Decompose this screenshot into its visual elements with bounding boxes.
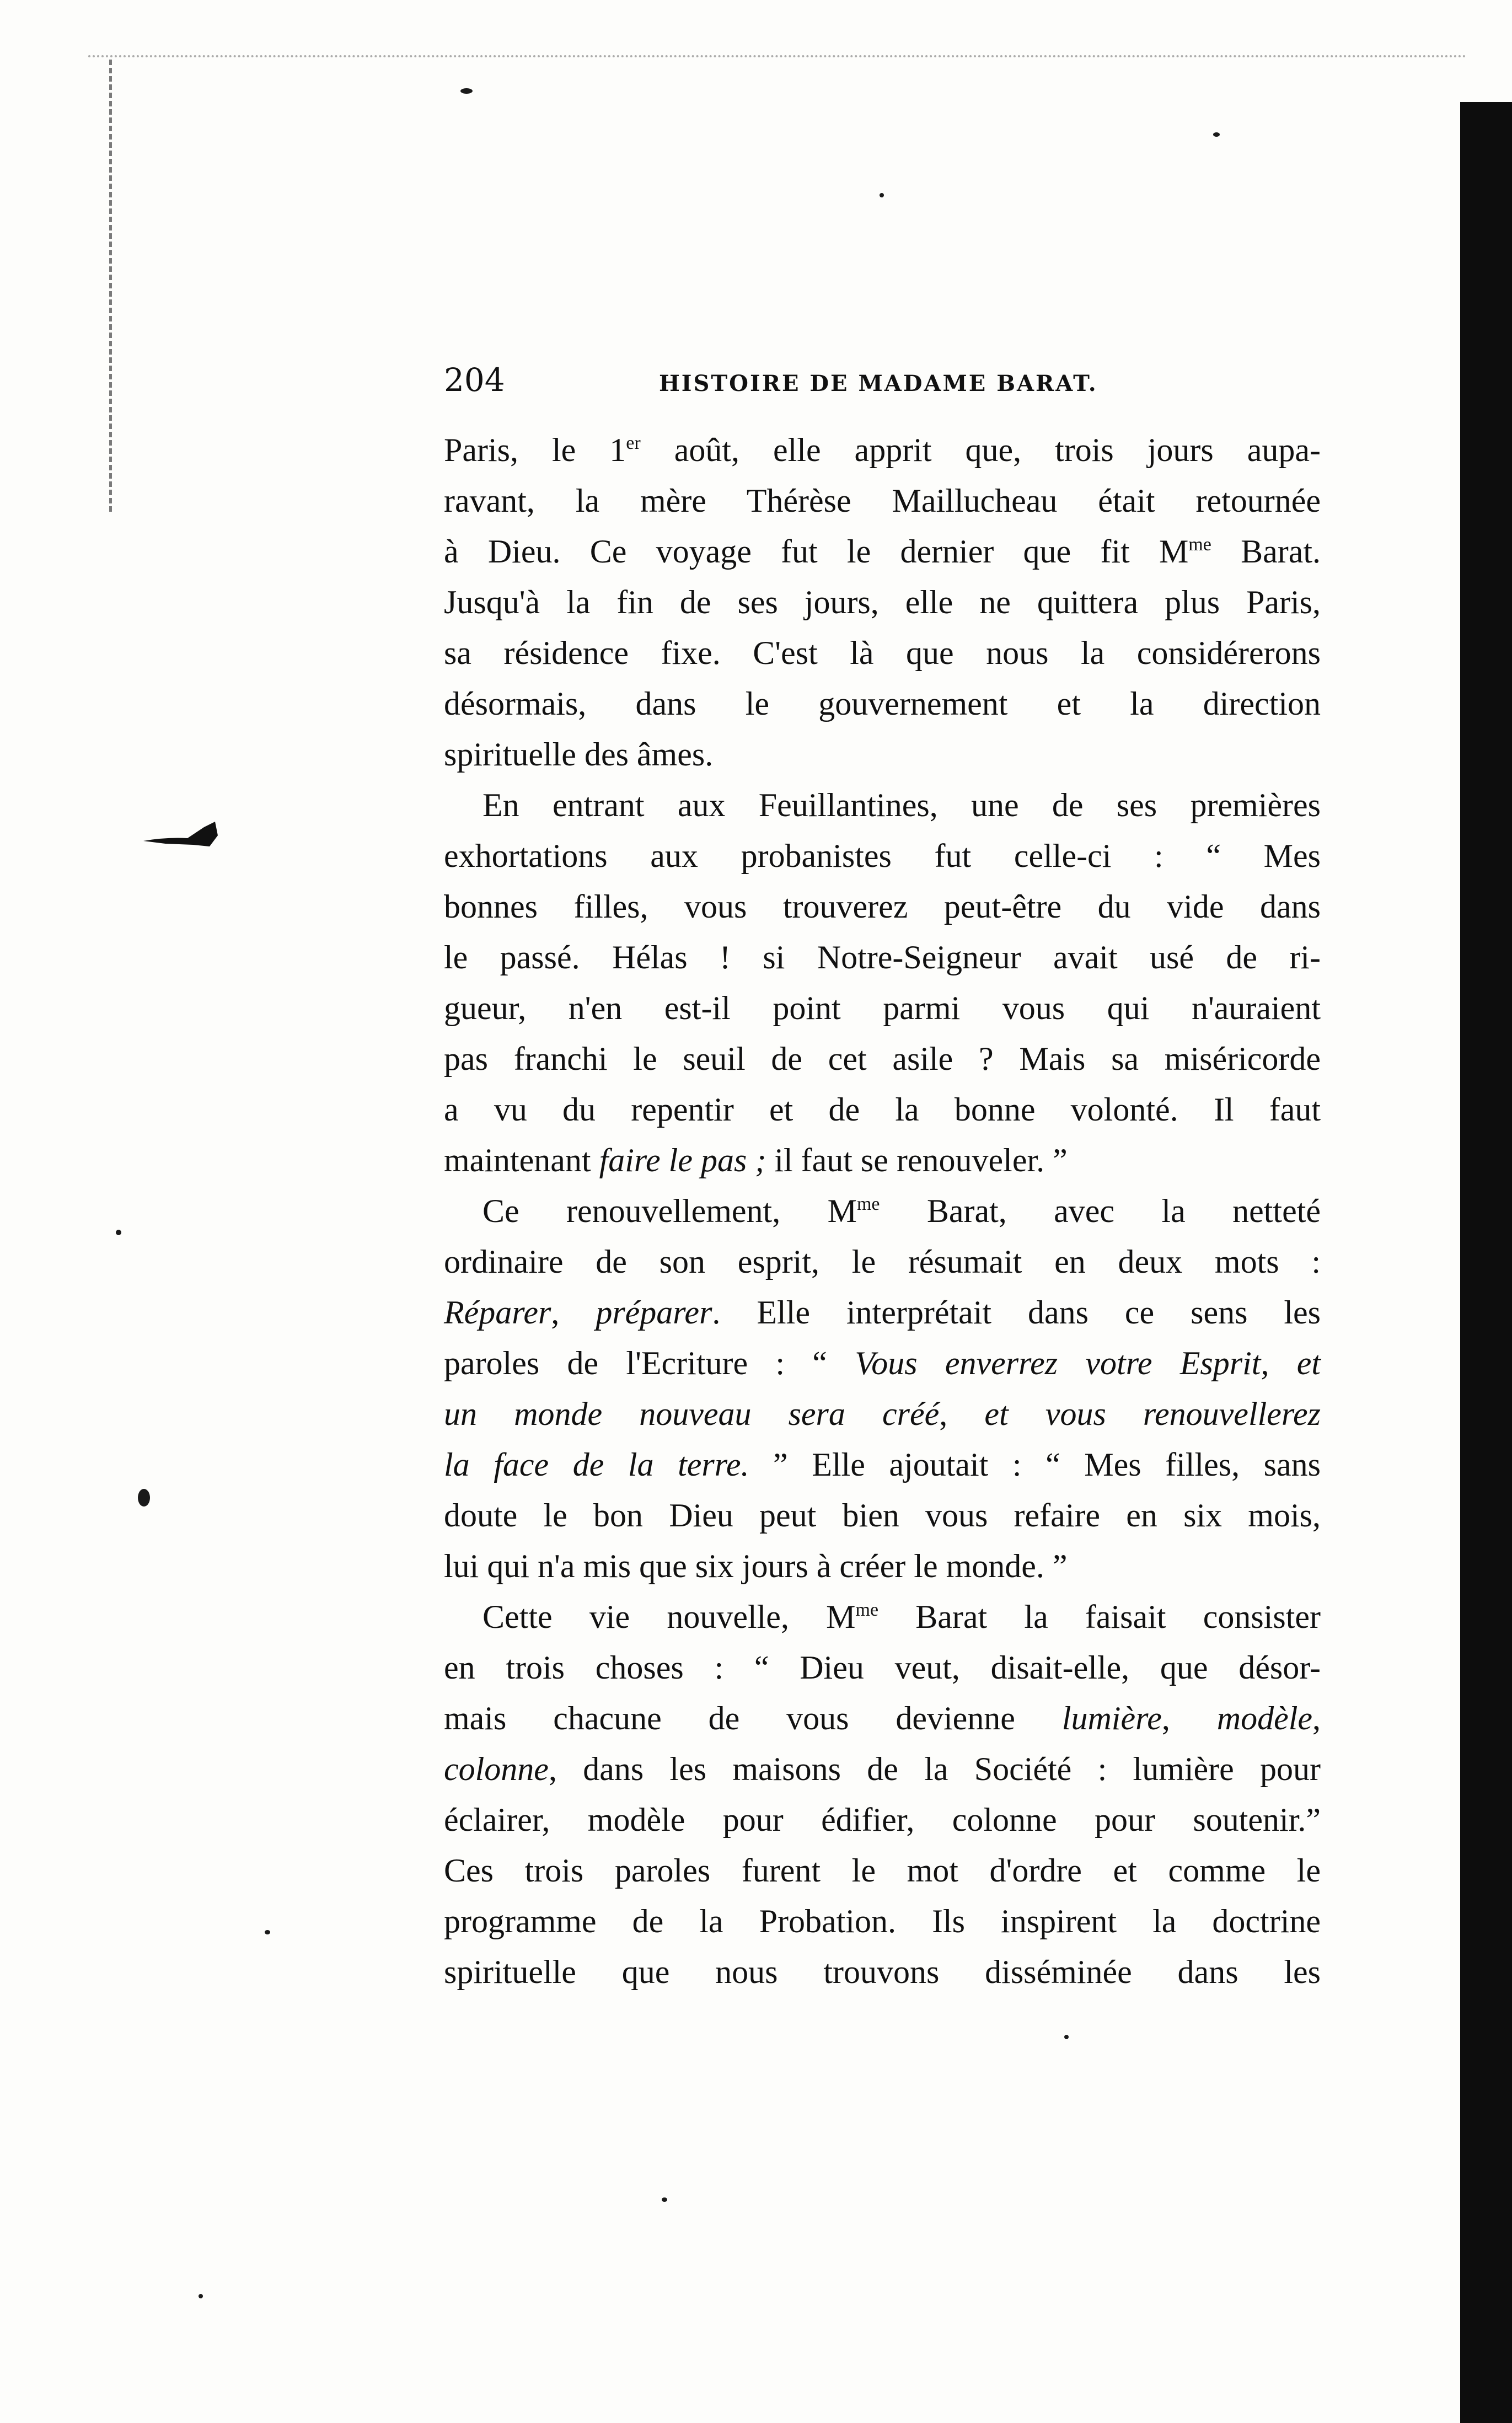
text-line: en trois choses : “ Dieu veut, disait-elle, que désor- <box>444 1649 1321 1686</box>
text-line: le passé. Hélas ! si Notre-Seigneur avait usé de ri- <box>444 939 1321 975</box>
text-line: la face de la terre. ” Elle ajoutait : “ Mes filles, sans <box>444 1446 1321 1483</box>
text-line: mais chacune de vous devienne lumière, modèle, <box>444 1700 1321 1736</box>
scan-speck <box>880 193 884 197</box>
text-line: doute le bon Dieu peut bien vous refaire en six mois, <box>444 1497 1321 1534</box>
text-line: ordinaire de son esprit, le résumait en deux mots : <box>444 1243 1321 1280</box>
text-line: Paris, le 1er août, elle apprit que, trois jours aupa- <box>444 432 1321 468</box>
running-head-title: HISTOIRE DE MADAME BARAT. <box>659 371 1098 396</box>
text-line: colonne, dans les maisons de la Société : lumière pour <box>444 1751 1321 1787</box>
text-line: Cette vie nouvelle, $M^{me}$ Barat la faisait consister <box>482 1599 1321 1635</box>
scan-speck <box>138 1489 150 1507</box>
text-line: Réparer, préparer. Elle interprétait dans ce sens les <box>444 1294 1321 1331</box>
text-line: exhortations aux probanistes fut celle-ci : “ Mes <box>444 838 1321 874</box>
scan-right-shadow <box>1460 102 1512 2423</box>
scan-speck <box>265 1930 270 1934</box>
scan-speck <box>662 2197 667 2202</box>
text-line: bonnes filles, vous trouverez peut-être du vide dans <box>444 888 1321 925</box>
text-line: Ce renouvellement, $M^{me}$ Barat, avec la netteté <box>482 1193 1321 1229</box>
scan-speck <box>460 88 473 94</box>
scan-speck <box>199 2294 203 2298</box>
scan-speck <box>1213 132 1220 137</box>
scan-speck <box>1064 2035 1069 2039</box>
scan-left-edge <box>109 60 112 512</box>
text-line: pas franchi le seuil de cet asile ? Mais sa miséricorde <box>444 1041 1321 1077</box>
scan-top-edge <box>88 55 1467 60</box>
ink-blot <box>143 816 226 855</box>
text-line: désormais, dans le gouvernement et la direction <box>444 685 1321 722</box>
text-line: maintenant faire le pas ; il faut se renouveler. ” <box>444 1142 1068 1178</box>
text-line: programme de la Probation. Ils inspirent la doctrine <box>444 1903 1321 1939</box>
text-line: paroles de l'Ecriture : “ Vous enverrez votre Esprit, et <box>444 1345 1321 1381</box>
text-line: En entrant aux Feuillantines, une de ses premières <box>482 787 1321 823</box>
text-line: à Dieu. Ce voyage fut le dernier que fit $M^{me}$ Barat. <box>444 533 1321 570</box>
page-number: 204 <box>444 361 505 399</box>
text-line: spirituelle que nous trouvons disséminée dans les <box>444 1954 1321 1990</box>
text-line: un monde nouveau sera créé, et vous renouvellerez <box>444 1396 1321 1432</box>
text-line: gueur, n'en est-il point parmi vous qui n'auraient <box>444 990 1321 1026</box>
text-line: spirituelle des âmes. <box>444 736 714 773</box>
scan-speck <box>116 1230 121 1235</box>
text-line: lui qui n'a mis que six jours à créer le monde. ” <box>444 1548 1068 1584</box>
text-line: Ces trois paroles furent le mot d'ordre et comme le <box>444 1852 1321 1889</box>
running-head <box>444 361 1321 400</box>
text-line: Jusqu'à la fin de ses jours, elle ne quittera plus Paris, <box>444 584 1321 620</box>
text-line: sa résidence fixe. C'est là que nous la considérerons <box>444 635 1321 671</box>
text-line: éclairer, modèle pour édifier, colonne pour soutenir.” <box>444 1802 1321 1838</box>
text-line: ravant, la mère Thérèse Maillucheau était retournée <box>444 483 1321 519</box>
body-text <box>444 425 1321 1997</box>
text-line: a vu du repentir et de la bonne volonté. Il faut <box>444 1091 1321 1128</box>
